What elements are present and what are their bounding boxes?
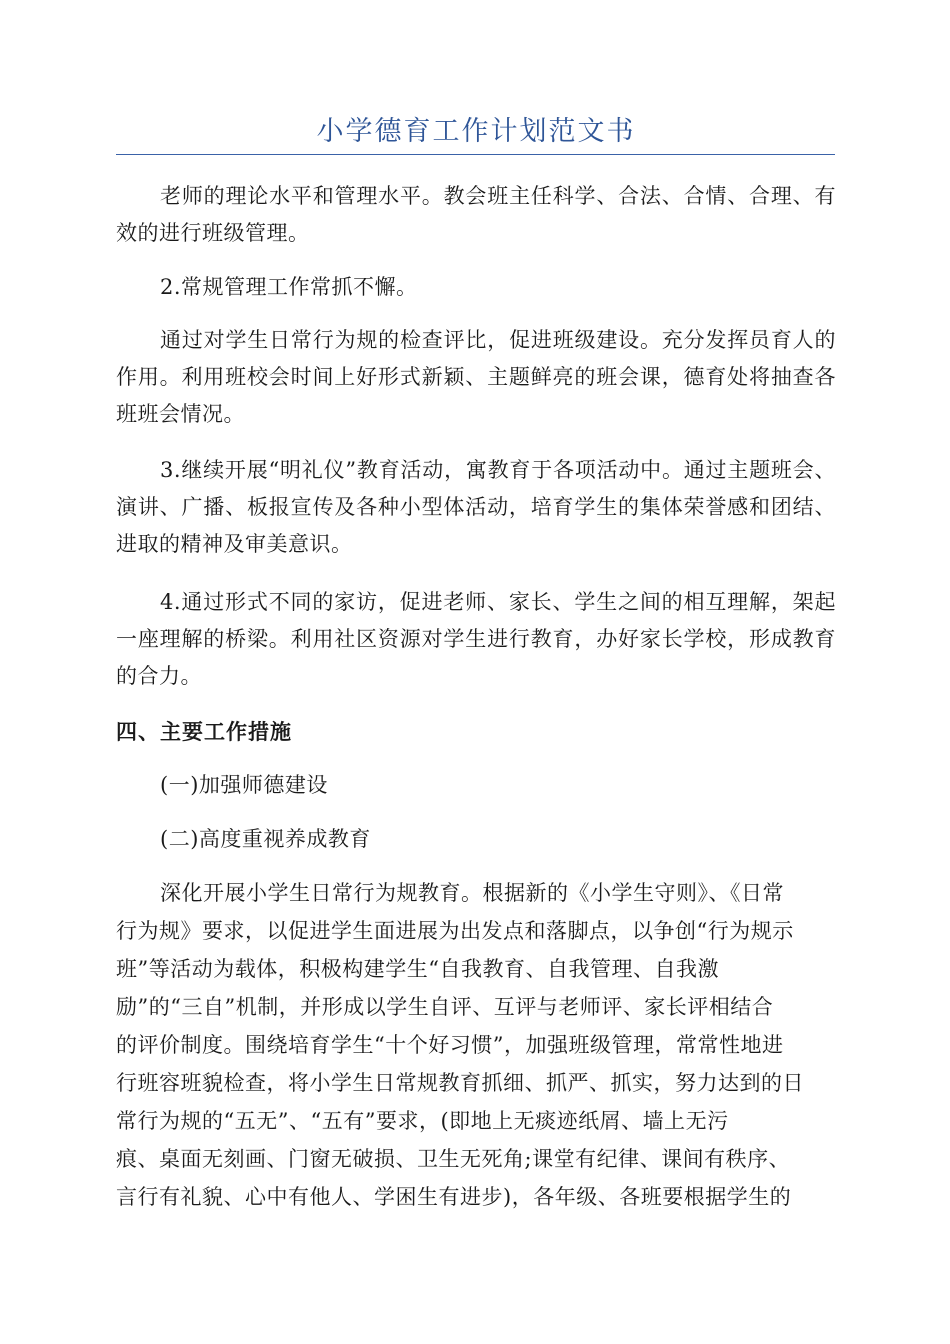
- paragraph-teacher-management: 老师的理论水平和管理水平。教会班主任科学、合法、合情、合理、有效的进行班级管理。: [116, 184, 836, 245]
- paragraph-line: 深化开展小学生日常行为规教育。根据新的《小学生守则》、《日常: [160, 881, 784, 905]
- title-underline: [116, 154, 835, 155]
- paragraph-behavior-evaluation: 通过对学生日常行为规的检查评比，促进班级建设。充分发挥员育人的作用。利用班校会时间上好形式新颖、主题鲜亮的班会课，德育处将抽查各班班会情况。: [116, 328, 836, 426]
- paragraph-line: 励”的“三自”机制，并形成以学生自评、互评与老师评、家长评相结合: [116, 995, 774, 1019]
- paragraph-line: 言行有礼貌、心中有他人、学困生有进步)，各年级、各班要根据学生的: [116, 1185, 792, 1209]
- subsection-habit-education: (二)高度重视养成教育: [160, 827, 371, 851]
- paragraph-line: 行班容班貌检查，将小学生日常规教育抓细、抓严、抓实，努力达到的日: [116, 1071, 804, 1095]
- paragraph-line: 痕、桌面无刻画、门窗无破损、卫生无死角;课堂有纪律、课间有秩序、: [116, 1147, 791, 1171]
- item-2-routine-management: 2.常规管理工作常抓不懈。: [160, 275, 418, 299]
- subsection-teacher-ethics: (一)加强师德建设: [160, 773, 328, 797]
- item-4-home-visits: 4.通过形式不同的家访，促进老师、家长、学生之间的相互理解，架起一座理解的桥梁。利用社区资源对学生进行教育，办好家长学校，形成教育的合力。: [116, 590, 836, 688]
- paragraph-line: 行为规》要求，以促进学生面进展为出发点和落脚点，以争创“行为规示: [116, 919, 794, 943]
- paragraph-line: 的评价制度。围绕培育学生“十个好习惯”，加强班级管理，常常性地进: [116, 1033, 784, 1057]
- paragraph-line: 班”等活动为载体，积极构建学生“自我教育、自我管理、自我激: [116, 957, 719, 981]
- item-3-etiquette-activity: 3.继续开展“明礼仪”教育活动，寓教育于各项活动中。通过主题班会、演讲、广播、板报宣传及各种小型体活动，培育学生的集体荣誉感和团结、进取的精神及审美意识。: [116, 458, 836, 556]
- section-heading-main-measures: 四、主要工作措施: [116, 720, 292, 744]
- paragraph-line: 常行为规的“五无”、“五有”要求，(即地上无痰迹纸屑、墙上无污: [116, 1109, 729, 1133]
- document-title: 小学德育工作计划范文书: [316, 116, 636, 147]
